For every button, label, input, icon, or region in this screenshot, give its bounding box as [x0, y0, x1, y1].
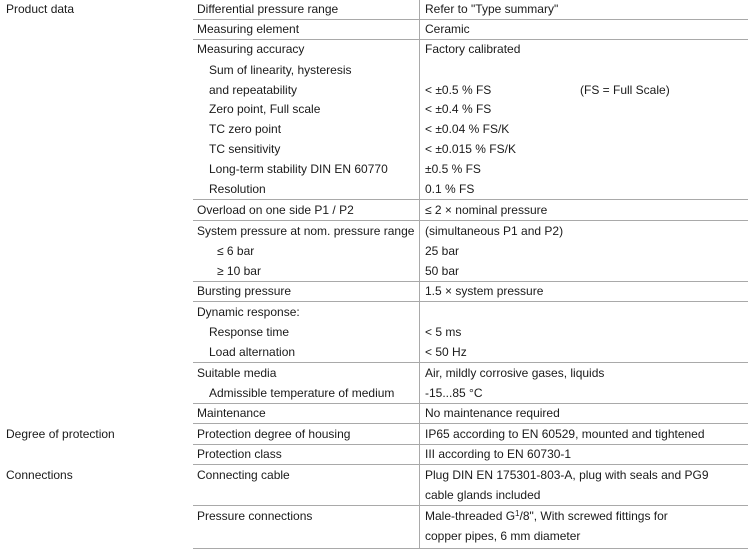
row-separator: [193, 19, 748, 20]
row-value-measuring-accuracy: Factory calibrated: [425, 42, 521, 56]
row-value-long-term-stability: ±0.5 % FS: [425, 162, 481, 176]
row-label-overload: Overload on one side P1 / P2: [197, 203, 354, 217]
row-label-admissible-temperature: Admissible temperature of medium: [209, 386, 395, 400]
row-separator: [193, 464, 748, 465]
row-label-suitable-media: Suitable media: [197, 366, 277, 380]
section-connections: Connections: [6, 468, 73, 482]
row-value-pressure-connections-line2: copper pipes, 6 mm diameter: [425, 529, 581, 543]
row-label-pressure-connections: Pressure connections: [197, 509, 313, 523]
row-value-zero-full-scale: < ±0.4 % FS: [425, 102, 492, 116]
row-label-dynamic-response: Dynamic response:: [197, 305, 300, 319]
row-label-measuring-element: Measuring element: [197, 22, 300, 36]
row-value-connecting-cable-line2: cable glands included: [425, 488, 541, 502]
full-scale-note: (FS = Full Scale): [580, 83, 670, 97]
row-label-measuring-accuracy: Measuring accuracy: [197, 42, 305, 56]
row-label-bursting-pressure: Bursting pressure: [197, 284, 292, 298]
row-value-connecting-cable: Plug DIN EN 175301-803-A, plug with seals and PG9: [425, 468, 709, 482]
row-value-measuring-element: Ceramic: [425, 22, 470, 36]
row-separator: [193, 505, 748, 506]
row-label-tc-sensitivity: TC sensitivity: [209, 142, 281, 156]
row-separator: [193, 362, 748, 363]
row-value-admissible-temperature: -15...85 °C: [425, 386, 483, 400]
section-degree-of-protection: Degree of protection: [6, 427, 115, 441]
row-label-protection-class: Protection class: [197, 447, 282, 461]
row-label-tc-zero-point: TC zero point: [209, 122, 282, 136]
row-label-long-term-stability: Long-term stability DIN EN 60770: [209, 162, 388, 176]
row-label-response-time: Response time: [209, 325, 290, 339]
row-value-response-time: < 5 ms: [425, 325, 462, 339]
row-value-tc-zero-point: < ±0.04 % FS/K: [425, 122, 510, 136]
row-value-bursting-pressure: 1.5 × system pressure: [425, 284, 544, 298]
column-divider: [419, 0, 420, 548]
row-label-resolution: Resolution: [209, 182, 266, 196]
row-value-overload: ≤ 2 × nominal pressure: [425, 203, 548, 217]
row-value-protection-degree-housing: IP65 according to EN 60529, mounted and tightened: [425, 427, 705, 441]
row-separator: [193, 220, 748, 221]
thread-prefix: Male-threaded G: [425, 509, 516, 523]
row-separator: [193, 199, 748, 200]
row-value-le-6-bar: 25 bar: [425, 244, 460, 258]
row-value-protection-class: III according to EN 60730-1: [425, 447, 572, 461]
row-value-ge-10-bar: 50 bar: [425, 264, 460, 278]
row-label-system-pressure: System pressure at nom. pressure range: [197, 224, 415, 238]
thread-superscript: 1: [515, 509, 520, 518]
row-value-system-pressure: (simultaneous P1 and P2): [425, 224, 564, 238]
row-label-zero-full-scale: Zero point, Full scale: [209, 102, 321, 116]
row-label-connecting-cable: Connecting cable: [197, 468, 290, 482]
row-separator: [193, 301, 748, 302]
row-separator: [193, 548, 748, 549]
row-separator: [193, 444, 748, 445]
row-label-differential-pressure-range: Differential pressure range: [197, 2, 339, 16]
section-product-data: Product data: [6, 2, 75, 16]
row-value-sum-linearity: < ±0.5 % FS: [425, 83, 492, 97]
row-label-le-6-bar: ≤ 6 bar: [217, 244, 255, 258]
row-value-tc-sensitivity: < ±0.015 % FS/K: [425, 142, 516, 156]
row-value-suitable-media: Air, mildly corrosive gases, liquids: [425, 366, 605, 380]
row-value-load-alternation: < 50 Hz: [425, 345, 467, 359]
row-value-maintenance: No maintenance required: [425, 406, 560, 420]
row-label-sum-linearity: Sum of linearity, hysteresis: [209, 63, 352, 77]
row-value-resolution: 0.1 % FS: [425, 182, 475, 196]
row-value-pressure-connections: [425, 508, 668, 524]
row-value-differential-pressure-range: Refer to "Type summary": [425, 2, 559, 16]
row-label-ge-10-bar: ≥ 10 bar: [217, 264, 261, 278]
thread-suffix: /8", With screwed fittings for: [519, 509, 668, 523]
row-label-and-repeatability: and repeatability: [209, 83, 298, 97]
row-separator: [193, 39, 748, 40]
row-label-maintenance: Maintenance: [197, 406, 266, 420]
row-label-load-alternation: Load alternation: [209, 345, 296, 359]
row-separator: [193, 403, 748, 404]
row-label-protection-degree-housing: Protection degree of housing: [197, 427, 351, 441]
row-separator: [193, 423, 748, 424]
row-separator: [193, 281, 748, 282]
